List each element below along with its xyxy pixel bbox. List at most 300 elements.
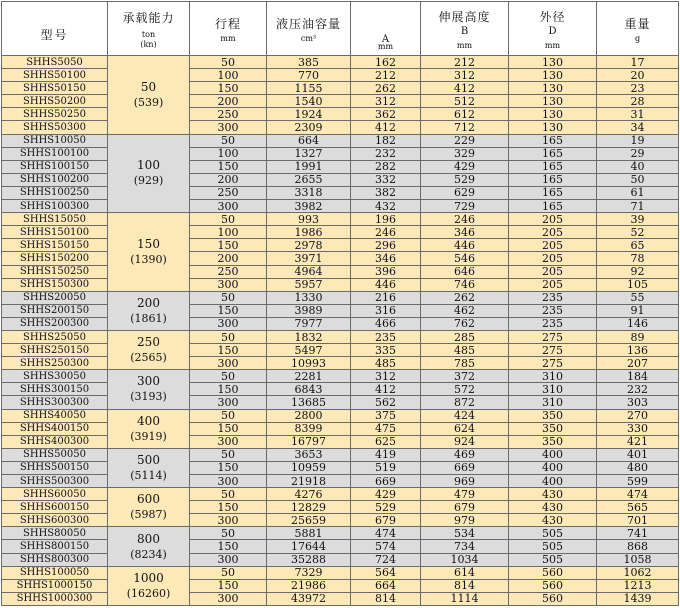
cell-extended-height: 479: [421, 488, 509, 501]
cell-extended-height: 529: [421, 173, 509, 186]
header-row: [2, 2, 679, 56]
cell-outer-diameter: 130: [509, 108, 597, 121]
cell-model: SHHS500150: [2, 461, 108, 474]
cell-weight: 92: [597, 265, 679, 278]
cell-stroke: 150: [190, 344, 267, 357]
table-row: [2, 226, 679, 239]
cell-a: 466: [351, 317, 421, 330]
cell-model: SHHS150200: [2, 252, 108, 265]
cell-weight: 40: [597, 160, 679, 173]
cell-a: 475: [351, 422, 421, 435]
cell-extended-height: 1034: [421, 553, 509, 566]
cell-weight: 89: [597, 330, 679, 343]
cell-extended-height: 979: [421, 514, 509, 527]
cell-model: SHHS200150: [2, 304, 108, 317]
cell-a: 312: [351, 95, 421, 108]
cell-oil-capacity: 1155: [267, 82, 351, 95]
cell-outer-diameter: 205: [509, 265, 597, 278]
cell-a: 564: [351, 566, 421, 579]
cell-extended-height: 572: [421, 383, 509, 396]
cell-extended-height: 679: [421, 501, 509, 514]
capacity-kn: (2565): [130, 351, 167, 365]
cell-model: SHHS800150: [2, 540, 108, 553]
cell-a: 312: [351, 370, 421, 383]
cell-stroke: 50: [190, 370, 267, 383]
cell-outer-diameter: 165: [509, 134, 597, 147]
cell-model: SHHS150250: [2, 265, 108, 278]
cell-model: SHHS15050: [2, 213, 108, 226]
capacity-ton: 400: [137, 413, 160, 428]
cell-model: SHHS100200: [2, 173, 108, 186]
capacity-ton: 300: [137, 374, 160, 389]
cell-a: 316: [351, 304, 421, 317]
cell-weight: 52: [597, 226, 679, 239]
cell-outer-diameter: 350: [509, 435, 597, 448]
cell-outer-diameter: 560: [509, 579, 597, 592]
cell-model: SHHS50150: [2, 82, 108, 95]
cell-outer-diameter: 430: [509, 514, 597, 527]
cell-model: SHHS50200: [2, 95, 108, 108]
cell-a: 212: [351, 69, 421, 82]
cell-extended-height: 469: [421, 448, 509, 461]
cell-outer-diameter: 235: [509, 304, 597, 317]
cell-a: 346: [351, 252, 421, 265]
table-row: [2, 475, 679, 488]
table-row: [2, 95, 679, 108]
cell-a: 396: [351, 265, 421, 278]
capacity-cell: [108, 448, 190, 487]
cell-outer-diameter: 165: [509, 147, 597, 160]
cell-model: SHHS20050: [2, 291, 108, 304]
cell-stroke: 150: [190, 461, 267, 474]
cell-weight: 270: [597, 409, 679, 422]
cell-extended-height: 229: [421, 134, 509, 147]
cell-weight: 599: [597, 475, 679, 488]
capacity-cell: [108, 213, 190, 292]
cell-outer-diameter: 350: [509, 422, 597, 435]
cell-model: SHHS300150: [2, 383, 108, 396]
cell-weight: 71: [597, 200, 679, 213]
cell-oil-capacity: 1986: [267, 226, 351, 239]
cell-outer-diameter: 400: [509, 448, 597, 461]
cell-outer-diameter: 205: [509, 252, 597, 265]
cell-stroke: 50: [190, 213, 267, 226]
cell-stroke: 300: [190, 200, 267, 213]
cell-oil-capacity: 35288: [267, 553, 351, 566]
table-row: [2, 278, 679, 291]
cell-a: 429: [351, 488, 421, 501]
cell-stroke: 100: [190, 69, 267, 82]
header-model: 型号: [2, 2, 108, 56]
cell-outer-diameter: 165: [509, 160, 597, 173]
cell-weight: 232: [597, 383, 679, 396]
cell-a: 246: [351, 226, 421, 239]
table-row: [2, 540, 679, 553]
cell-outer-diameter: 430: [509, 488, 597, 501]
cell-weight: 701: [597, 514, 679, 527]
cell-weight: 136: [597, 344, 679, 357]
cell-outer-diameter: 235: [509, 317, 597, 330]
cell-weight: 480: [597, 461, 679, 474]
cell-a: 562: [351, 396, 421, 409]
table-row: [2, 344, 679, 357]
cell-oil-capacity: 10993: [267, 357, 351, 370]
cell-extended-height: 924: [421, 435, 509, 448]
cell-model: SHHS50250: [2, 108, 108, 121]
table-row: [2, 514, 679, 527]
cell-oil-capacity: 2655: [267, 173, 351, 186]
cell-a: 362: [351, 108, 421, 121]
table-row: [2, 435, 679, 448]
table-row: [2, 330, 679, 343]
cell-weight: 23: [597, 82, 679, 95]
cell-weight: 401: [597, 448, 679, 461]
cell-weight: 565: [597, 501, 679, 514]
cell-oil-capacity: 25659: [267, 514, 351, 527]
cell-extended-height: 246: [421, 213, 509, 226]
cell-model: SHHS100300: [2, 200, 108, 213]
cell-extended-height: 534: [421, 527, 509, 540]
cell-model: SHHS50100: [2, 69, 108, 82]
table-row: [2, 501, 679, 514]
cell-stroke: 300: [190, 435, 267, 448]
cell-weight: 20: [597, 69, 679, 82]
cell-outer-diameter: 310: [509, 370, 597, 383]
cell-weight: 330: [597, 422, 679, 435]
cell-stroke: 300: [190, 121, 267, 134]
cell-extended-height: 424: [421, 409, 509, 422]
cell-stroke: 150: [190, 160, 267, 173]
cell-extended-height: 485: [421, 344, 509, 357]
cell-model: SHHS250300: [2, 357, 108, 370]
cell-oil-capacity: 16797: [267, 435, 351, 448]
cell-stroke: 200: [190, 95, 267, 108]
cell-extended-height: 329: [421, 147, 509, 160]
cell-stroke: 200: [190, 252, 267, 265]
cell-stroke: 150: [190, 579, 267, 592]
cell-weight: 65: [597, 239, 679, 252]
cell-weight: 868: [597, 540, 679, 553]
table-row: [2, 147, 679, 160]
cell-a: 724: [351, 553, 421, 566]
cell-model: SHHS100150: [2, 160, 108, 173]
cell-oil-capacity: 1832: [267, 330, 351, 343]
cell-outer-diameter: 310: [509, 383, 597, 396]
table-row: [2, 592, 679, 605]
table-row: [2, 553, 679, 566]
cell-extended-height: 462: [421, 304, 509, 317]
table-row: [2, 461, 679, 474]
cell-weight: 184: [597, 370, 679, 383]
cell-stroke: 150: [190, 239, 267, 252]
cell-extended-height: 712: [421, 121, 509, 134]
header-extended-height: 伸展高度 B mm: [421, 2, 509, 56]
cell-a: 679: [351, 514, 421, 527]
cell-outer-diameter: 165: [509, 200, 597, 213]
capacity-kn: (16260): [126, 586, 171, 600]
cell-a: 412: [351, 121, 421, 134]
cell-extended-height: 346: [421, 226, 509, 239]
cell-oil-capacity: 6843: [267, 383, 351, 396]
cell-extended-height: 629: [421, 186, 509, 199]
cell-extended-height: 624: [421, 422, 509, 435]
table-row: [2, 56, 679, 69]
table-row: [2, 409, 679, 422]
cell-oil-capacity: 1991: [267, 160, 351, 173]
cell-stroke: 100: [190, 147, 267, 160]
cylinder-spec-table: [1, 1, 679, 606]
cell-outer-diameter: 430: [509, 501, 597, 514]
cell-oil-capacity: 1924: [267, 108, 351, 121]
cell-stroke: 150: [190, 422, 267, 435]
cell-model: SHHS25050: [2, 330, 108, 343]
cell-extended-height: 746: [421, 278, 509, 291]
cell-oil-capacity: 1327: [267, 147, 351, 160]
cell-stroke: 50: [190, 134, 267, 147]
cell-outer-diameter: 560: [509, 566, 597, 579]
cell-extended-height: 372: [421, 370, 509, 383]
cell-a: 232: [351, 147, 421, 160]
table-row: [2, 160, 679, 173]
cell-extended-height: 814: [421, 579, 509, 592]
cell-model: SHHS400300: [2, 435, 108, 448]
cell-stroke: 100: [190, 226, 267, 239]
cell-a: 196: [351, 213, 421, 226]
cell-outer-diameter: 130: [509, 95, 597, 108]
cell-a: 419: [351, 448, 421, 461]
cell-outer-diameter: 275: [509, 330, 597, 343]
cell-weight: 1439: [597, 592, 679, 605]
cell-stroke: 300: [190, 317, 267, 330]
cell-extended-height: 285: [421, 330, 509, 343]
cell-weight: 91: [597, 304, 679, 317]
cell-model: SHHS150300: [2, 278, 108, 291]
cell-a: 664: [351, 579, 421, 592]
table-row: [2, 448, 679, 461]
capacity-cell: [108, 566, 190, 605]
table-row: [2, 383, 679, 396]
cell-oil-capacity: 2800: [267, 409, 351, 422]
header-a: A mm: [351, 2, 421, 56]
cell-a: 282: [351, 160, 421, 173]
table-row: [2, 396, 679, 409]
capacity-kn: (3919): [130, 429, 167, 443]
cell-extended-height: 446: [421, 239, 509, 252]
cell-a: 235: [351, 330, 421, 343]
cell-model: SHHS150100: [2, 226, 108, 239]
cell-stroke: 150: [190, 501, 267, 514]
cell-model: SHHS300300: [2, 396, 108, 409]
cell-outer-diameter: 400: [509, 475, 597, 488]
cell-oil-capacity: 17644: [267, 540, 351, 553]
cell-a: 412: [351, 383, 421, 396]
cell-model: SHHS10050: [2, 134, 108, 147]
cell-stroke: 50: [190, 488, 267, 501]
table-row: [2, 357, 679, 370]
capacity-kn: (5114): [130, 468, 167, 482]
cell-model: SHHS600150: [2, 501, 108, 514]
cell-weight: 19: [597, 134, 679, 147]
table-row: [2, 291, 679, 304]
cell-outer-diameter: 205: [509, 239, 597, 252]
capacity-ton: 200: [137, 295, 160, 310]
cell-oil-capacity: 4276: [267, 488, 351, 501]
table-row: [2, 370, 679, 383]
cell-weight: 1213: [597, 579, 679, 592]
cell-weight: 207: [597, 357, 679, 370]
cell-extended-height: 546: [421, 252, 509, 265]
cell-weight: 61: [597, 186, 679, 199]
cell-weight: 39: [597, 213, 679, 226]
table-row: [2, 265, 679, 278]
capacity-ton: 250: [137, 335, 160, 350]
cell-oil-capacity: 664: [267, 134, 351, 147]
cell-oil-capacity: 385: [267, 56, 351, 69]
cell-model: SHHS40050: [2, 409, 108, 422]
cell-weight: 1062: [597, 566, 679, 579]
cell-oil-capacity: 993: [267, 213, 351, 226]
cell-stroke: 300: [190, 553, 267, 566]
cell-weight: 474: [597, 488, 679, 501]
cell-oil-capacity: 3989: [267, 304, 351, 317]
cell-a: 446: [351, 278, 421, 291]
capacity-ton: 50: [140, 79, 157, 94]
cell-stroke: 50: [190, 566, 267, 579]
cell-oil-capacity: 10959: [267, 461, 351, 474]
cell-oil-capacity: 3318: [267, 186, 351, 199]
capacity-cell: [108, 291, 190, 330]
table-row: [2, 82, 679, 95]
cell-outer-diameter: 275: [509, 344, 597, 357]
cell-outer-diameter: 310: [509, 396, 597, 409]
cell-oil-capacity: 5881: [267, 527, 351, 540]
table-row: [2, 422, 679, 435]
cell-extended-height: 1114: [421, 592, 509, 605]
cell-oil-capacity: 770: [267, 69, 351, 82]
cell-model: SHHS100250: [2, 186, 108, 199]
cell-weight: 29: [597, 147, 679, 160]
cell-stroke: 300: [190, 514, 267, 527]
capacity-kn: (1390): [130, 252, 167, 266]
cell-stroke: 150: [190, 82, 267, 95]
cell-model: SHHS1000300: [2, 592, 108, 605]
cell-stroke: 300: [190, 592, 267, 605]
cell-stroke: 150: [190, 383, 267, 396]
cell-outer-diameter: 130: [509, 82, 597, 95]
cell-oil-capacity: 5957: [267, 278, 351, 291]
cell-oil-capacity: 2281: [267, 370, 351, 383]
table-row: [2, 134, 679, 147]
table-row: [2, 121, 679, 134]
cell-oil-capacity: 43972: [267, 592, 351, 605]
cell-a: 474: [351, 527, 421, 540]
capacity-cell: [108, 527, 190, 566]
cell-oil-capacity: 3971: [267, 252, 351, 265]
cell-outer-diameter: 130: [509, 69, 597, 82]
cell-outer-diameter: 275: [509, 357, 597, 370]
cell-oil-capacity: 21918: [267, 475, 351, 488]
cell-a: 432: [351, 200, 421, 213]
cell-model: SHHS600300: [2, 514, 108, 527]
cell-outer-diameter: 235: [509, 291, 597, 304]
cell-extended-height: 262: [421, 291, 509, 304]
cell-a: 216: [351, 291, 421, 304]
cell-outer-diameter: 350: [509, 409, 597, 422]
cell-stroke: 250: [190, 265, 267, 278]
cell-extended-height: 646: [421, 265, 509, 278]
cell-outer-diameter: 505: [509, 540, 597, 553]
cell-model: SHHS50050: [2, 448, 108, 461]
cell-a: 262: [351, 82, 421, 95]
cell-extended-height: 612: [421, 108, 509, 121]
cell-oil-capacity: 12829: [267, 501, 351, 514]
cell-oil-capacity: 7977: [267, 317, 351, 330]
cell-extended-height: 734: [421, 540, 509, 553]
cell-stroke: 50: [190, 448, 267, 461]
cell-extended-height: 212: [421, 56, 509, 69]
cell-weight: 55: [597, 291, 679, 304]
cell-weight: 28: [597, 95, 679, 108]
cell-weight: 1058: [597, 553, 679, 566]
cell-model: SHHS100050: [2, 566, 108, 579]
header-stroke: 行程 mm: [190, 2, 267, 56]
cell-oil-capacity: 3982: [267, 200, 351, 213]
cell-weight: 34: [597, 121, 679, 134]
cell-outer-diameter: 560: [509, 592, 597, 605]
capacity-ton: 800: [137, 531, 160, 546]
cell-a: 296: [351, 239, 421, 252]
header-weight: 重量 g: [597, 2, 679, 56]
cell-oil-capacity: 3653: [267, 448, 351, 461]
cell-model: SHHS800300: [2, 553, 108, 566]
cell-model: SHHS400150: [2, 422, 108, 435]
cell-stroke: 300: [190, 278, 267, 291]
cell-outer-diameter: 205: [509, 278, 597, 291]
cell-stroke: 300: [190, 396, 267, 409]
table-row: [2, 579, 679, 592]
cell-weight: 78: [597, 252, 679, 265]
cell-a: 485: [351, 357, 421, 370]
table-row: [2, 304, 679, 317]
cell-oil-capacity: 1540: [267, 95, 351, 108]
cell-a: 625: [351, 435, 421, 448]
cell-stroke: 150: [190, 304, 267, 317]
cell-oil-capacity: 21986: [267, 579, 351, 592]
header-outer-diameter: 外径 D mm: [509, 2, 597, 56]
cell-outer-diameter: 505: [509, 553, 597, 566]
header-capacity: 承载能力 ton (kn): [108, 2, 190, 56]
capacity-kn: (8234): [130, 547, 167, 561]
table-row: [2, 317, 679, 330]
capacity-kn: (539): [133, 95, 164, 109]
cell-model: SHHS5050: [2, 56, 108, 69]
cell-outer-diameter: 130: [509, 56, 597, 69]
cell-model: SHHS50300: [2, 121, 108, 134]
capacity-cell: [108, 409, 190, 448]
cell-extended-height: 785: [421, 357, 509, 370]
cell-extended-height: 969: [421, 475, 509, 488]
capacity-ton: 500: [137, 452, 160, 467]
cell-stroke: 300: [190, 475, 267, 488]
cell-weight: 31: [597, 108, 679, 121]
cell-outer-diameter: 505: [509, 527, 597, 540]
cell-weight: 105: [597, 278, 679, 291]
cell-extended-height: 762: [421, 317, 509, 330]
cell-weight: 50: [597, 173, 679, 186]
cell-model: SHHS500300: [2, 475, 108, 488]
cell-a: 814: [351, 592, 421, 605]
cell-stroke: 250: [190, 186, 267, 199]
